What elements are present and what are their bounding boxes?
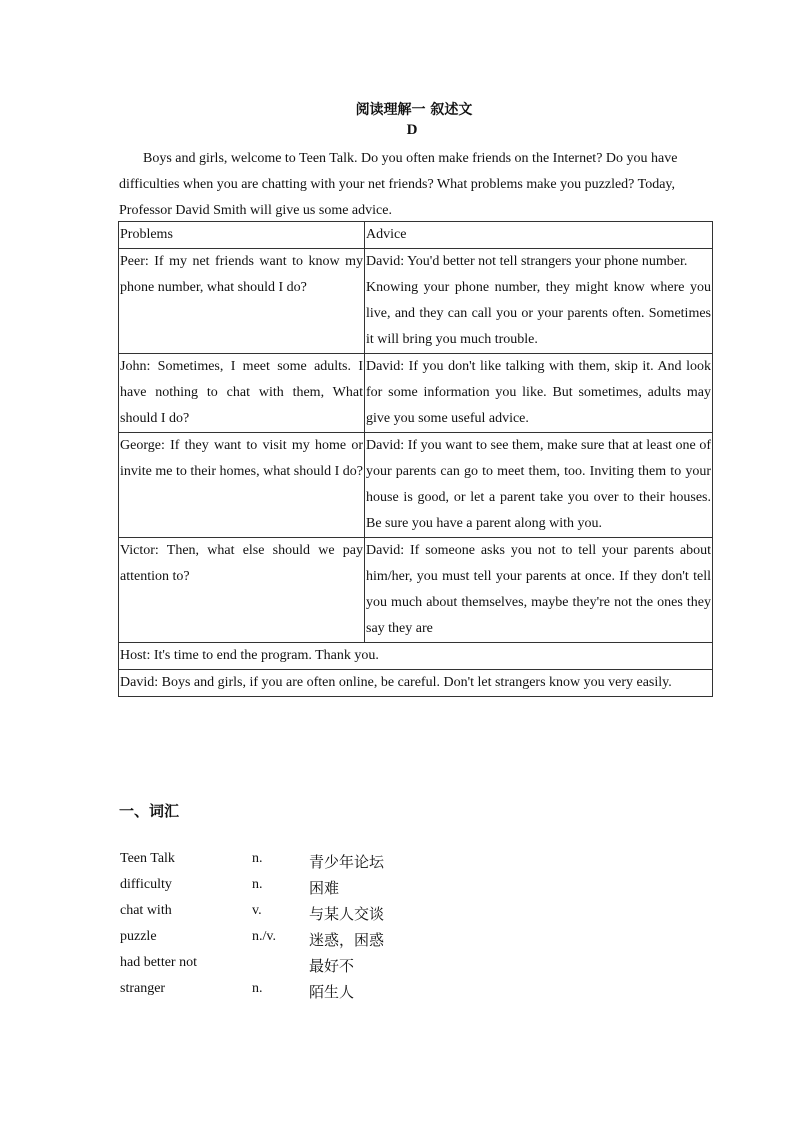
vocab-word: stranger: [120, 981, 166, 996]
vocab-item: [120, 929, 520, 955]
problem-cell: John: Sometimes, I meet some adults. I have nothing to chat with them, What should I do?: [119, 354, 365, 433]
header-problems: Problems: [119, 222, 365, 249]
vocab-word: difficulty: [120, 877, 172, 892]
table-row: [119, 538, 713, 643]
vocab-word: puzzle: [120, 929, 157, 944]
vocab-definition: 陌生人: [309, 983, 355, 1001]
vocab-definition: 最好不: [309, 957, 355, 975]
advice-paragraph: Knowing your phone number, they might know where you live, and they can call you or your parents often. Sometimes it will bring you much trouble.: [366, 280, 711, 347]
vocab-definition: 青少年论坛: [309, 853, 385, 871]
vocab-definition: 困难: [309, 879, 340, 897]
vocab-item: [120, 903, 520, 929]
header-advice: Advice: [365, 222, 713, 249]
vocab-item: [120, 851, 520, 877]
vocab-definition: 与某人交谈: [309, 905, 385, 923]
vocab-pos: n./v.: [252, 929, 276, 944]
advice-cell: [365, 354, 713, 433]
vocab-item: [120, 981, 520, 1007]
table-row: [119, 433, 713, 538]
vocab-list: [120, 851, 520, 1007]
vocab-pos: v.: [252, 903, 262, 918]
advice-cell: [365, 249, 713, 354]
advice-cell: [365, 433, 713, 538]
problem-cell: Peer: If my net friends want to know my phone number, what should I do?: [119, 249, 365, 354]
table-row-host: [119, 643, 713, 670]
advice-paragraph: David: If someone asks you not to tell your parents about him/her, you must tell your parents at once. If they don't tell you much about themselves, maybe they're not the ones they say they are: [366, 543, 711, 636]
table-row: [119, 249, 713, 354]
vocab-heading: 一、词汇: [119, 802, 180, 820]
intro-text: Boys and girls, welcome to Teen Talk. Do you often make friends on the Internet? Do you have difficulties when you are chatting with your net friends? What problems make you puzzled? Today, Professor David Smith will give us some advice.: [119, 151, 678, 218]
vocab-pos: n.: [252, 981, 263, 996]
vocab-pos: n.: [252, 851, 263, 866]
vocab-definition: 迷惑，困惑: [309, 931, 385, 949]
section-letter: D: [406, 122, 418, 138]
vocab-item: [120, 877, 520, 903]
table-row-closing: [119, 670, 713, 697]
intro-paragraph: [119, 146, 679, 224]
problem-cell: George: If they want to visit my home or invite me to their homes, what should I do?: [119, 433, 365, 538]
advice-paragraph: David: You'd better not tell strangers your phone number.: [366, 254, 688, 269]
vocab-pos: n.: [252, 877, 263, 892]
table-row: [119, 354, 713, 433]
problem-cell: Victor: Then, what else should we pay attention to?: [119, 538, 365, 643]
advice-table: [118, 221, 713, 697]
page-title: 阅读理解一 叙述文: [355, 102, 473, 118]
advice-paragraph: David: If you don't like talking with them, skip it. And look for some information you like. But sometimes, adults may give you some useful advice.: [366, 359, 711, 426]
host-cell: Host: It's time to end the program. Thank you.: [119, 643, 713, 670]
vocab-word: had better not: [120, 955, 197, 970]
advice-cell: [365, 538, 713, 643]
vocab-word: chat with: [120, 903, 172, 918]
vocab-item: [120, 955, 520, 981]
advice-paragraph: David: If you want to see them, make sure that at least one of your parents can go to meet them, too. Inviting them to your house is good, or let a parent take you over to their houses. Be sure you have a parent along with you.: [366, 438, 711, 531]
vocab-word: Teen Talk: [120, 851, 175, 866]
closing-cell: David: Boys and girls, if you are often online, be careful. Don't let strangers know you very easily.: [119, 670, 713, 697]
table-header-row: [119, 222, 713, 249]
